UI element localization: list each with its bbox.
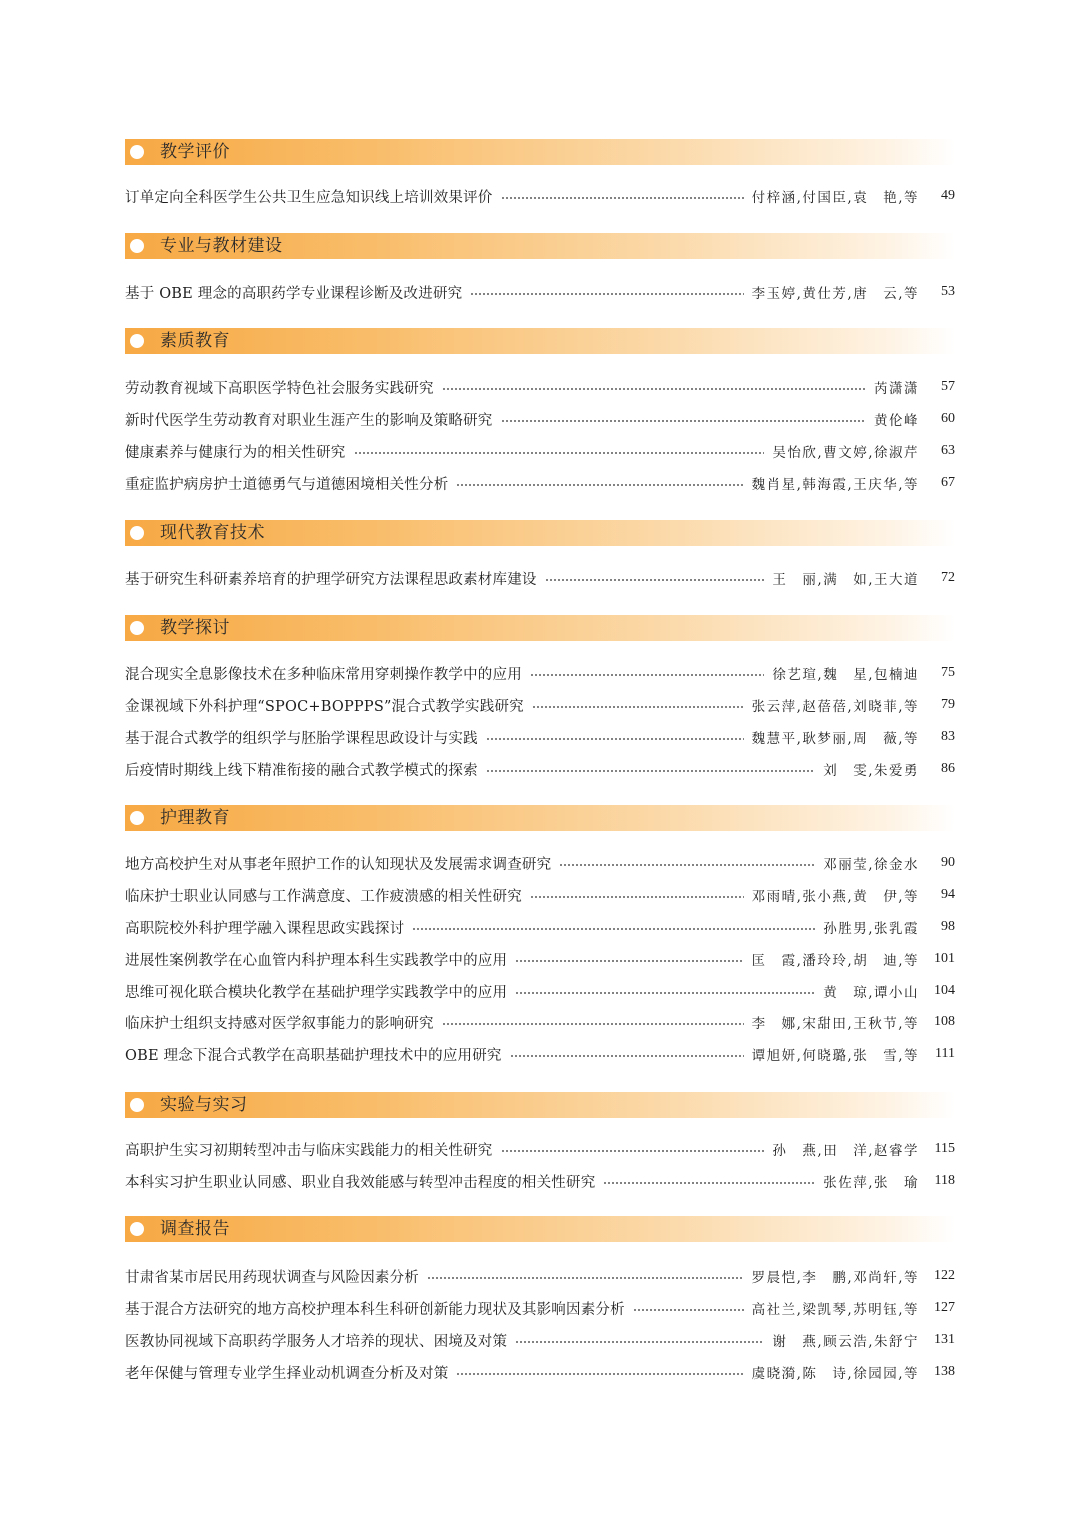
article-title: 金课视域下外科护理“SPOC+BOPPPS”混合式教学实践研究	[125, 698, 524, 715]
dot-leader	[412, 928, 815, 930]
dot-leader	[442, 388, 866, 390]
dot-leader	[530, 674, 765, 676]
dot-leader	[515, 992, 815, 994]
dot-leader	[442, 1023, 744, 1025]
article-title: 基于混合方法研究的地方高校护理本科生科研创新能力现状及其影响因素分析	[125, 1301, 625, 1318]
toc-entry[interactable]	[125, 1170, 955, 1192]
section-header-bar	[125, 1216, 955, 1242]
bullet-dot-icon	[130, 239, 144, 253]
article-authors: 张佐萍,张 瑜	[823, 1175, 919, 1191]
bullet-dot-icon	[130, 1098, 144, 1112]
dot-leader	[515, 1341, 764, 1343]
page-number: 94	[941, 887, 955, 902]
toc-entry[interactable]	[125, 281, 955, 303]
toc-section	[125, 328, 955, 493]
dot-leader	[545, 579, 765, 581]
article-title: 老年保健与管理专业学生择业动机调查分析及对策	[125, 1365, 449, 1382]
dot-leader	[501, 197, 744, 199]
dot-leader	[354, 452, 765, 454]
page-number: 98	[941, 919, 955, 934]
dot-leader	[501, 420, 867, 422]
article-title: OBE 理念下混合式教学在高职基础护理技术中的应用研究	[125, 1047, 502, 1064]
dot-leader	[456, 1373, 743, 1375]
article-title: 进展性案例教学在心血管内科护理本科生实践教学中的应用	[125, 952, 508, 969]
article-authors: 虞晓漪,陈 诗,徐园园,等	[751, 1366, 919, 1382]
article-title: 思维可视化联合模块化教学在基础护理学实践教学中的应用	[125, 984, 508, 1001]
dot-leader	[603, 1182, 815, 1184]
toc-entry[interactable]	[125, 1329, 955, 1351]
toc-section	[125, 1216, 955, 1382]
toc-entry[interactable]	[125, 758, 955, 780]
bullet-dot-icon	[130, 526, 144, 540]
article-authors: 黄伦峰	[874, 413, 919, 429]
dot-leader	[486, 770, 815, 772]
section-header-bar	[125, 233, 955, 259]
dot-leader	[532, 706, 744, 708]
dot-leader	[470, 293, 743, 295]
page-number: 75	[941, 665, 955, 680]
bullet-dot-icon	[130, 811, 144, 825]
article-title: 重症监护病房护士道德勇气与道德困境相关性分析	[125, 476, 449, 493]
page-number: 111	[935, 1046, 955, 1061]
toc-entry[interactable]	[125, 852, 955, 874]
toc-entry[interactable]	[125, 408, 955, 430]
toc-section	[125, 805, 955, 1064]
article-title: 基于混合式教学的组织学与胚胎学课程思政设计与实践	[125, 730, 478, 747]
page-number: 118	[934, 1173, 955, 1188]
dot-leader	[530, 896, 744, 898]
article-authors: 李玉婷,黄仕芳,唐 云,等	[751, 286, 919, 302]
section-header-bar	[125, 805, 955, 831]
section-title: 教学评价	[160, 142, 230, 162]
page-number: 72	[941, 570, 955, 585]
article-title: 订单定向全科医学生公共卫生应急知识线上培训效果评价	[125, 189, 493, 206]
article-title: 劳动教育视域下高职医学特色社会服务实践研究	[125, 380, 434, 397]
page-number: 86	[941, 761, 955, 776]
bullet-dot-icon	[130, 621, 144, 635]
article-authors: 邓雨晴,张小燕,黄 伊,等	[751, 889, 919, 905]
article-title: 新时代医学生劳动教育对职业生涯产生的影响及策略研究	[125, 412, 493, 429]
section-header-bar	[125, 615, 955, 641]
article-authors: 付梓涵,付国臣,袁 艳,等	[751, 190, 919, 206]
article-title: 基于研究生科研素养培育的护理学研究方法课程思政素材库建设	[125, 571, 537, 588]
dot-leader	[486, 738, 744, 740]
page-number: 122	[934, 1268, 955, 1283]
article-title: 后疫情时期线上线下精准衔接的融合式教学模式的探索	[125, 762, 478, 779]
page-number: 57	[941, 379, 955, 394]
page-number: 104	[934, 983, 955, 998]
article-title: 高职院校外科护理学融入课程思政实践探讨	[125, 920, 405, 937]
article-title: 基于 OBE 理念的高职药学专业课程诊断及改进研究	[125, 285, 463, 302]
article-authors: 魏肖星,韩海霞,王庆华,等	[751, 477, 919, 493]
toc-entry[interactable]	[125, 1297, 955, 1319]
toc-entry[interactable]	[125, 662, 955, 684]
article-title: 临床护士组织支持感对医学叙事能力的影响研究	[125, 1015, 434, 1032]
article-authors: 张云萍,赵蓓蓓,刘晓菲,等	[751, 699, 919, 715]
section-title: 实验与实习	[160, 1095, 248, 1115]
toc-entry[interactable]	[125, 567, 955, 589]
dot-leader	[633, 1309, 744, 1311]
article-authors: 谢 燕,顾云浩,朱舒宁	[772, 1334, 919, 1350]
section-header-bar	[125, 139, 955, 165]
dot-leader	[456, 484, 743, 486]
article-authors: 高社兰,梁凯琴,苏明钰,等	[751, 1302, 919, 1318]
article-authors: 刘 雯,朱爱勇	[823, 763, 919, 779]
section-header-bar	[125, 1092, 955, 1118]
article-title: 临床护士职业认同感与工作满意度、工作疲溃感的相关性研究	[125, 888, 522, 905]
page-number: 60	[941, 411, 955, 426]
toc-entry[interactable]	[125, 948, 955, 970]
page-number: 101	[934, 951, 955, 966]
page-number: 90	[941, 855, 955, 870]
bullet-dot-icon	[130, 145, 144, 159]
article-title: 地方高校护生对从事老年照护工作的认知现状及发展需求调查研究	[125, 856, 552, 873]
article-authors: 李 娜,宋甜田,王秋节,等	[751, 1016, 919, 1032]
section-title: 专业与教材建设	[160, 236, 283, 256]
toc-entry[interactable]	[125, 1043, 955, 1065]
article-authors: 邓丽莹,徐金水	[823, 857, 919, 873]
page-number: 138	[934, 1364, 955, 1379]
toc-section	[125, 233, 955, 302]
article-title: 甘肃省某市居民用药现状调查与风险因素分析	[125, 1269, 419, 1286]
section-header-bar	[125, 520, 955, 546]
article-authors: 吴怡欣,曹文婷,徐淑芹	[772, 445, 919, 461]
article-authors: 徐艺瑄,魏 星,包楠迪	[772, 667, 919, 683]
toc-entry[interactable]	[125, 1265, 955, 1287]
article-title: 医教协同视域下高职药学服务人才培养的现状、困境及对策	[125, 1333, 508, 1350]
dot-leader	[515, 960, 743, 962]
toc-entry[interactable]	[125, 726, 955, 748]
page-number: 127	[934, 1300, 955, 1315]
page-number: 79	[941, 697, 955, 712]
toc-entry[interactable]	[125, 376, 955, 398]
section-title: 教学探讨	[160, 618, 230, 638]
toc-entry[interactable]	[125, 440, 955, 462]
article-authors: 罗晨恺,李 鹏,邓尚轩,等	[751, 1270, 919, 1286]
toc-entry[interactable]	[125, 1138, 955, 1160]
article-title: 高职护生实习初期转型冲击与临床实践能力的相关性研究	[125, 1142, 493, 1159]
page-number: 53	[941, 284, 955, 299]
article-title: 混合现实全息影像技术在多种临床常用穿刺操作教学中的应用	[125, 666, 522, 683]
page-number: 63	[941, 443, 955, 458]
page-number: 67	[941, 475, 955, 490]
dot-leader	[559, 864, 815, 866]
toc-section	[125, 520, 955, 588]
bullet-dot-icon	[130, 1222, 144, 1236]
page-number: 83	[941, 729, 955, 744]
bullet-dot-icon	[130, 334, 144, 348]
article-title: 本科实习护生职业认同感、职业自我效能感与转型冲击程度的相关性研究	[125, 1174, 596, 1191]
toc-entry[interactable]	[125, 1361, 955, 1383]
toc-entry[interactable]	[125, 1011, 955, 1033]
article-authors: 芮潇潇	[874, 381, 919, 397]
article-authors: 王 丽,满 如,王大道	[772, 572, 919, 588]
article-authors: 魏慧平,耿梦丽,周 薇,等	[751, 731, 919, 747]
section-title: 素质教育	[160, 331, 230, 351]
toc-entry[interactable]	[125, 472, 955, 494]
dot-leader	[510, 1055, 744, 1057]
article-authors: 匡 霞,潘玲玲,胡 迪,等	[751, 953, 919, 969]
toc-entry[interactable]	[125, 884, 955, 906]
article-authors: 谭旭妍,何晓璐,张 雪,等	[751, 1048, 919, 1064]
toc-section	[125, 1092, 955, 1191]
toc-entry[interactable]	[125, 694, 955, 716]
article-authors: 孙 燕,田 洋,赵睿学	[772, 1143, 919, 1159]
section-title: 护理教育	[160, 808, 230, 828]
page-number: 131	[934, 1332, 955, 1347]
toc-section	[125, 139, 955, 206]
toc-entry[interactable]	[125, 980, 955, 1002]
section-title: 调查报告	[160, 1219, 230, 1239]
article-authors: 孙胜男,张乳霞	[823, 921, 919, 937]
section-header-bar	[125, 328, 955, 354]
page-number: 49	[941, 188, 955, 203]
toc-entry[interactable]	[125, 916, 955, 938]
toc-section	[125, 615, 955, 779]
toc-entry[interactable]	[125, 185, 955, 207]
dot-leader	[427, 1277, 744, 1279]
page-number: 115	[934, 1141, 955, 1156]
dot-leader	[501, 1150, 765, 1152]
page-number: 108	[934, 1014, 955, 1029]
section-title: 现代教育技术	[160, 523, 265, 543]
article-authors: 黄 琼,谭小山	[823, 985, 919, 1001]
article-title: 健康素养与健康行为的相关性研究	[125, 444, 346, 461]
